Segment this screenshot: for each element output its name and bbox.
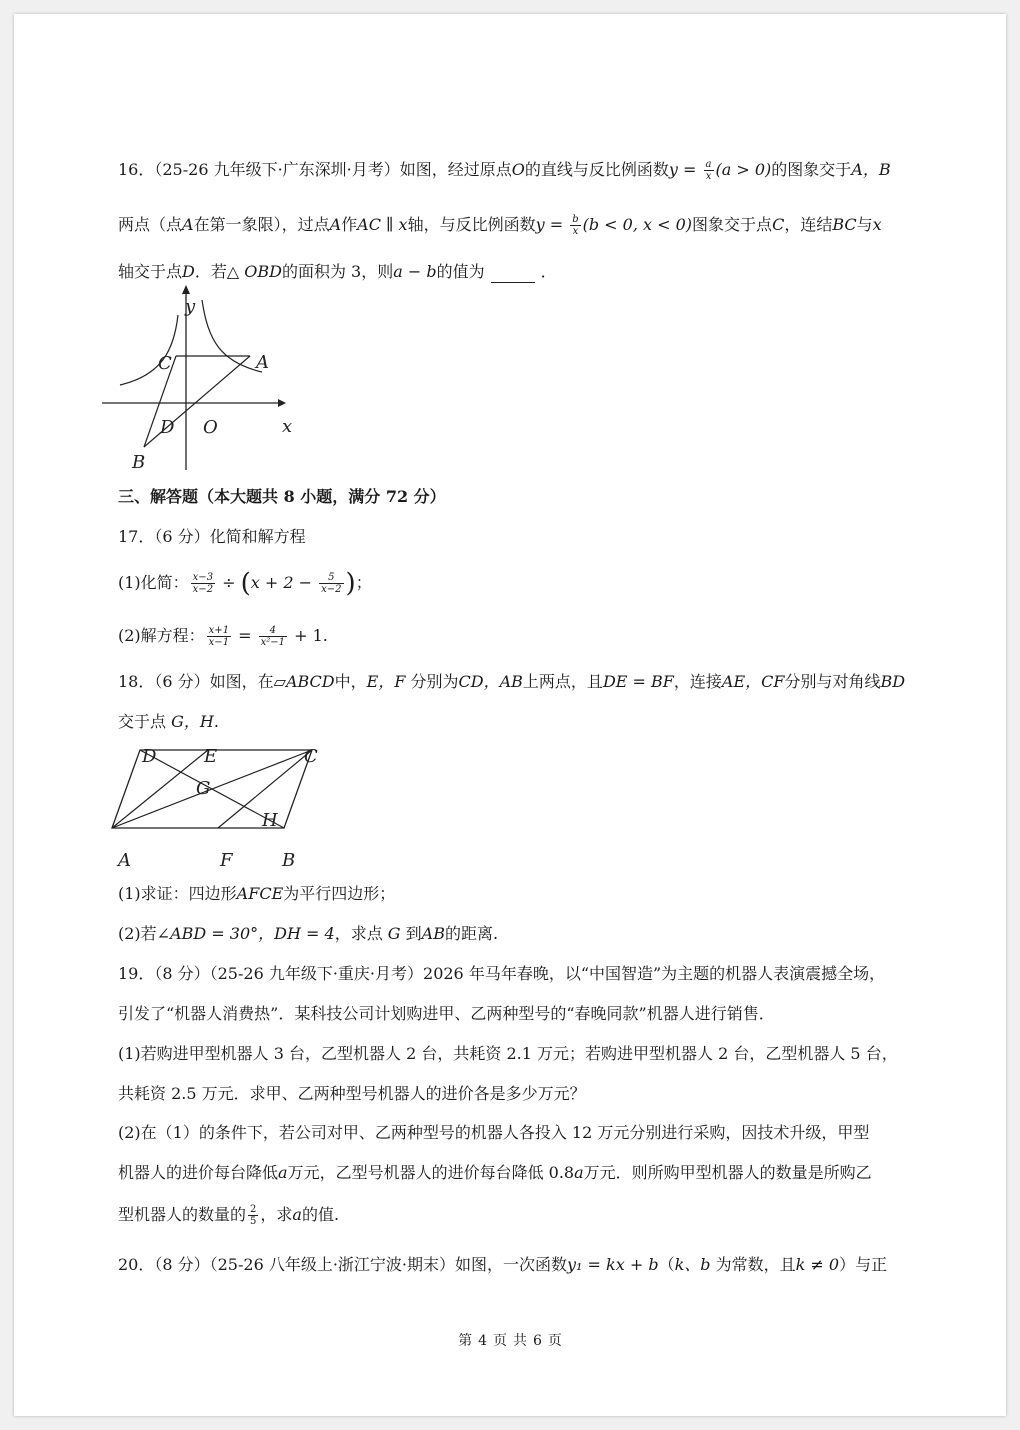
q18-part-1: (1)求证：四边形AFCE为平行四边形； <box>118 884 396 903</box>
fig18-label-G: G <box>196 778 211 799</box>
fig16-label-O: O <box>203 417 218 438</box>
page-number: 4 <box>478 1333 487 1349</box>
answer-blank <box>491 266 535 283</box>
fig18-label-E: E <box>204 746 218 767</box>
fig16-label-C: C <box>158 353 172 374</box>
fraction-b-over-x: $\frac{b}{x}$ <box>572 214 579 237</box>
q19-line-1: 19．（8 分）（25-26 九年级下·重庆·月考）2026 年马年春晚，以“中国智造”为主题的机器人表演震撼全场， <box>118 964 886 983</box>
fraction-a-over-x: $\frac{a}{x}$ <box>705 159 712 182</box>
total-pages: 6 <box>533 1333 542 1349</box>
page-footer: 第 4 页 共 6 页 <box>458 1333 562 1349</box>
q16-line-3: 轴交于点D．若△ OBD的面积为 3，则a − b的值为 ． <box>118 262 557 281</box>
q18-line-1: 18．（6 分）如图，在▱ABCD中，E，F 分别为CD，AB上两点，且DE = BF，连接AE，CF分别与对角线BD <box>118 672 906 691</box>
fig16-label-D: D <box>160 417 175 438</box>
q18-part-2: (2)若∠ABD = 30°，DH = 4，求点 G 到AB的距离. <box>118 924 499 943</box>
q20-line-1: 20．（8 分）（25-26 八年级上·浙江宁波·期末）如图，一次函数y₁ = kx + b（k、b 为常数，且k ≠ 0）与正 <box>118 1255 888 1274</box>
fig18-label-F: F <box>220 850 233 871</box>
q17-part-1: (1)化简： $\frac{x-3}{x-2}$ ÷ (x + 2 − $\frac{5}{x-2}$ )； <box>118 568 372 599</box>
q19-line-3: (1)若购进甲型机器人 3 台，乙型机器人 2 台，共耗资 2.1 万元；若购进甲型机器人 2 台，乙型机器人 5 台， <box>118 1044 898 1063</box>
fig18-label-H: H <box>262 810 278 831</box>
q19-line-5: (2)在（1）的条件下，若公司对甲、乙两种型号的机器人各投入 12 万元分别进行采购，因技术升级，甲型 <box>118 1123 870 1142</box>
fig18-label-C: C <box>304 746 318 767</box>
section-3-heading: 三、解答题（本大题共 8 小题，满分 72 分） <box>118 487 446 506</box>
q17-part-2: (2)解方程： $\frac{x+1}{x-1}$ = $\frac{4}{\text{x²−1}}$ + 1. <box>118 625 328 648</box>
fig16-label-A: A <box>256 352 269 373</box>
fig18-label-D: D <box>142 746 157 767</box>
q16-figure <box>100 280 300 470</box>
q19-line-6: 机器人的进价每台降低a万元，乙型号机器人的进价每台降低 0.8a万元．则所购甲型机器人的数量是所购乙 <box>118 1163 872 1182</box>
q18-line-2: 交于点 G，H. <box>118 712 219 731</box>
fig18-label-B: B <box>282 850 296 871</box>
fig18-label-A: A <box>118 850 131 871</box>
fig16-label-x: x <box>282 416 293 437</box>
q19-line-7: 型机器人的数量的 $\frac{2}{5}$ ，求a的值. <box>118 1204 340 1227</box>
q19-line-4: 共耗资 2.5 万元．求甲、乙两种型号机器人的进价各是多少万元？ <box>118 1084 586 1103</box>
exam-page <box>14 14 1006 1416</box>
q16-line-1: 16．（25-26 九年级下·广东深圳·月考）如图，经过原点O的直线与反比例函数y = $\frac{a}{x}$ (a > 0)的图象交于A，B <box>118 159 891 182</box>
q16-line-2: 两点（点A在第一象限），过点A作AC ∥ x轴，与反比例函数y = $\frac{b}{x}$ (b < 0, x < 0)图象交于点C，连结BC与x <box>118 214 882 237</box>
fig16-label-B: B <box>132 452 146 470</box>
q19-line-2: 引发了“机器人消费热”．某科技公司计划购进甲、乙两种型号的“春晚同款”机器人进行销售． <box>118 1004 775 1023</box>
q18-figure <box>98 732 338 874</box>
q17-heading: 17．（6 分）化简和解方程 <box>118 527 306 546</box>
fig16-label-y: y <box>185 296 196 317</box>
